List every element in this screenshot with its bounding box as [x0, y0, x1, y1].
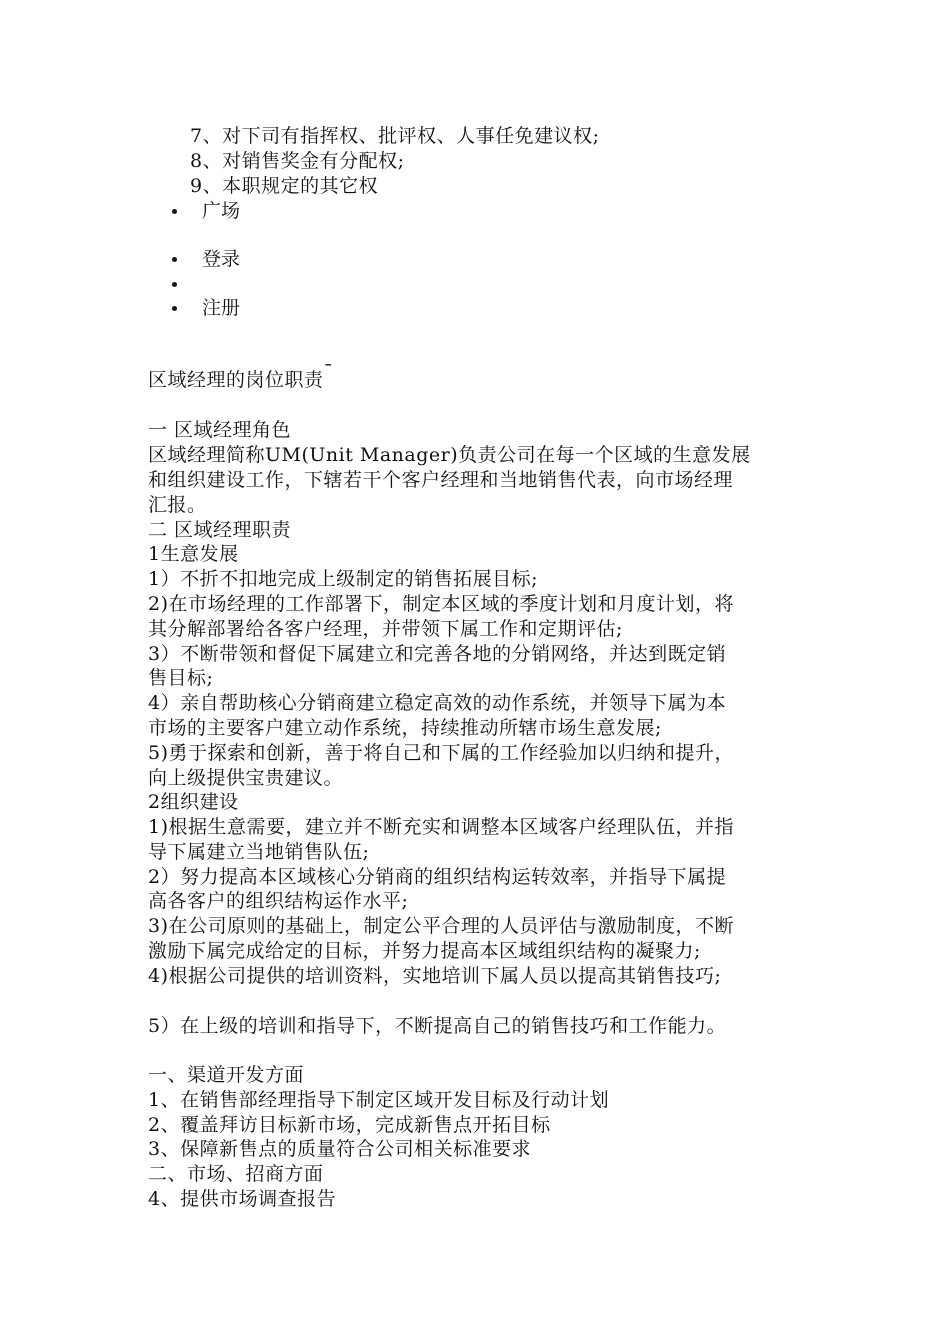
paragraph-line: 3、保障新售点的质量符合公司相关标准要求 — [148, 1138, 532, 1160]
paragraph-line: 区域经理简称UM(Unit Manager)负责公司在每一个区域的生意发展 — [148, 444, 751, 466]
bullet-icon — [172, 257, 177, 262]
paragraph-line: 5）在上级的培训和指导下，不断提高自己的销售技巧和工作能力。 — [148, 1015, 727, 1037]
list-item: 8、对销售奖金有分配权; — [190, 150, 405, 172]
paragraph-line: 4）亲自帮助核心分销商建立稳定高效的动作系统，并领导下属为本 — [148, 692, 727, 714]
paragraph-line: 4)根据公司提供的培训资料，实地培训下属人员以提高其销售技巧; — [148, 965, 722, 987]
doc-title-mark: ¯ — [323, 361, 334, 383]
nav-link-login[interactable]: 登录 — [202, 248, 241, 270]
list-item: 9、本职规定的其它权 — [190, 175, 379, 197]
list-item: 7、对下司有指挥权、批评权、人事任免建议权; — [190, 125, 600, 147]
bullet-icon — [172, 209, 177, 214]
paragraph-line: 汇报。 — [148, 494, 207, 516]
paragraph-line: 激励下属完成给定的目标，并努力提高本区域组织结构的凝聚力; — [148, 940, 701, 962]
paragraph-line: 3）不断带领和督促下属建立和完善各地的分销网络，并达到既定销 — [148, 643, 727, 665]
paragraph-line: 2)在市场经理的工作部署下，制定本区域的季度计划和月度计划，将 — [148, 593, 735, 615]
paragraph-line: 高各客户的组织结构运作水平; — [148, 890, 409, 912]
paragraph-line: 其分解部署给各客户经理，并带领下属工作和定期评估; — [148, 618, 623, 640]
bullet-icon — [172, 306, 177, 311]
paragraph-line: 2）努力提高本区域核心分销商的组织结构运转效率，并指导下属提 — [148, 866, 727, 888]
paragraph-line: 导下属建立当地销售队伍; — [148, 841, 370, 863]
paragraph-line: 5)勇于探索和创新，善于将自己和下属的工作经验加以归纳和提升， — [148, 742, 735, 764]
paragraph-line: 1)根据生意需要，建立并不断充实和调整本区域客户经理队伍，并指 — [148, 816, 735, 838]
paragraph-line: 向上级提供宝贵建议。 — [148, 767, 344, 789]
doc-title — [148, 361, 334, 393]
paragraph-line: 3)在公司原则的基础上，制定公平合理的人员评估与激励制度，不断 — [148, 915, 735, 937]
paragraph-line: 4、提供市场调查报告 — [148, 1188, 337, 1210]
paragraph-line: 1、在销售部经理指导下制定区域开发目标及行动计划 — [148, 1089, 610, 1111]
subsection-heading: 2组织建设 — [148, 791, 239, 813]
nav-link-register[interactable]: 注册 — [202, 297, 241, 319]
section-heading: 二 区域经理职责 — [148, 519, 292, 541]
subsection-heading: 1生意发展 — [148, 543, 239, 565]
paragraph-line: 1）不折不扣地完成上级制定的销售拓展目标; — [148, 568, 538, 590]
section-heading: 一、渠道开发方面 — [148, 1064, 305, 1086]
paragraph-line: 售目标; — [148, 667, 214, 689]
nav-link-square[interactable]: 广场 — [202, 200, 241, 222]
section-heading: 一 区域经理角色 — [148, 419, 292, 441]
bullet-icon — [172, 282, 177, 287]
paragraph-line: 市场的主要客户建立动作系统，持续推动所辖市场生意发展; — [148, 717, 662, 739]
doc-title-text: 区域经理的岗位职责 — [148, 369, 324, 391]
paragraph-line: 2、覆盖拜访目标新市场，完成新售点开拓目标 — [148, 1114, 551, 1136]
section-heading: 二、市场、招商方面 — [148, 1163, 324, 1185]
paragraph-line: 和组织建设工作，下辖若干个客户经理和当地销售代表，向市场经理 — [148, 469, 734, 491]
